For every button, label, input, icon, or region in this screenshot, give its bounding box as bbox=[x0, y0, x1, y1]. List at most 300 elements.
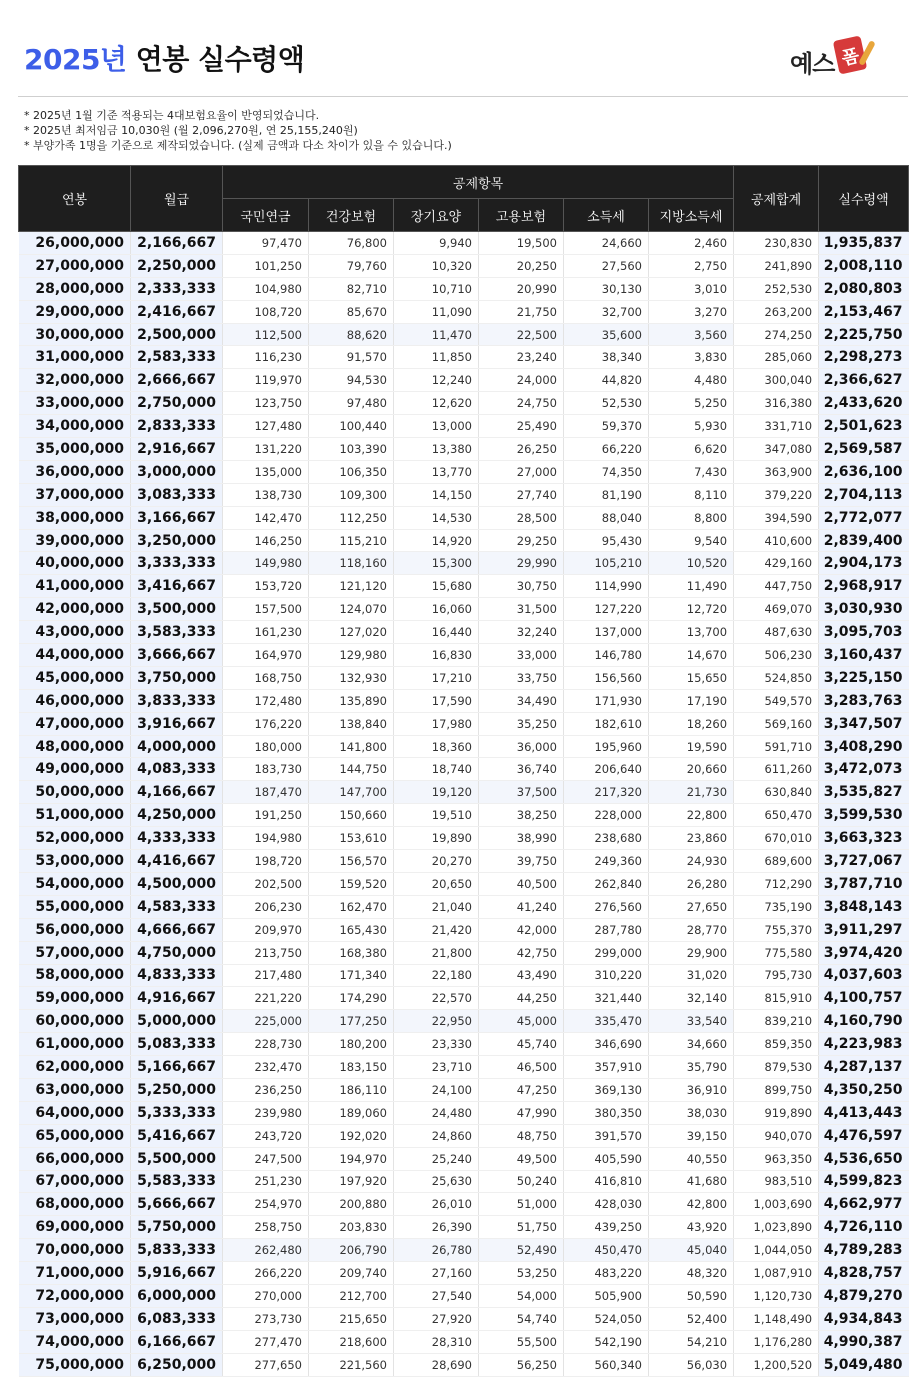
longterm-cell: 10,710 bbox=[394, 277, 479, 300]
total-deduction-cell: 429,160 bbox=[734, 552, 819, 575]
employment-cell: 47,250 bbox=[479, 1078, 564, 1101]
header-monthly: 월급 bbox=[131, 166, 223, 232]
table-row bbox=[19, 1033, 909, 1056]
annual-salary-cell: 75,000,000 bbox=[19, 1353, 131, 1376]
net-pay-cell: 5,049,480 bbox=[819, 1353, 909, 1376]
longterm-cell: 19,890 bbox=[394, 827, 479, 850]
pension-cell: 142,470 bbox=[223, 506, 309, 529]
longterm-cell: 21,420 bbox=[394, 918, 479, 941]
annual-salary-cell: 44,000,000 bbox=[19, 644, 131, 667]
notes bbox=[24, 108, 452, 153]
annual-salary-cell: 26,000,000 bbox=[19, 232, 131, 255]
table-row bbox=[19, 529, 909, 552]
employment-cell: 42,750 bbox=[479, 941, 564, 964]
longterm-cell: 26,390 bbox=[394, 1216, 479, 1239]
health-cell: 212,700 bbox=[309, 1284, 394, 1307]
pension-cell: 277,470 bbox=[223, 1330, 309, 1353]
monthly-salary-cell: 5,833,333 bbox=[131, 1239, 223, 1262]
health-cell: 174,290 bbox=[309, 987, 394, 1010]
local-tax-cell: 5,250 bbox=[649, 392, 734, 415]
total-deduction-cell: 569,160 bbox=[734, 712, 819, 735]
pension-cell: 198,720 bbox=[223, 850, 309, 873]
pension-cell: 116,230 bbox=[223, 346, 309, 369]
net-pay-cell: 2,433,620 bbox=[819, 392, 909, 415]
header-employment: 고용보험 bbox=[479, 199, 564, 232]
employment-cell: 47,990 bbox=[479, 1101, 564, 1124]
longterm-cell: 14,530 bbox=[394, 506, 479, 529]
total-deduction-cell: 795,730 bbox=[734, 964, 819, 987]
health-cell: 159,520 bbox=[309, 872, 394, 895]
net-pay-cell: 3,408,290 bbox=[819, 735, 909, 758]
table-row bbox=[19, 460, 909, 483]
pension-cell: 123,750 bbox=[223, 392, 309, 415]
local-tax-cell: 28,770 bbox=[649, 918, 734, 941]
monthly-salary-cell: 3,750,000 bbox=[131, 666, 223, 689]
total-deduction-cell: 712,290 bbox=[734, 872, 819, 895]
header-total: 공제합계 bbox=[734, 166, 819, 232]
monthly-salary-cell: 5,500,000 bbox=[131, 1147, 223, 1170]
salary-table-wrapper bbox=[18, 165, 908, 1377]
annual-salary-cell: 35,000,000 bbox=[19, 438, 131, 461]
pension-cell: 191,250 bbox=[223, 804, 309, 827]
monthly-salary-cell: 6,000,000 bbox=[131, 1284, 223, 1307]
annual-salary-cell: 51,000,000 bbox=[19, 804, 131, 827]
monthly-salary-cell: 4,333,333 bbox=[131, 827, 223, 850]
note-line: * 2025년 1월 기준 적용되는 4대보험요율이 반영되었습니다. bbox=[24, 109, 320, 122]
health-cell: 183,150 bbox=[309, 1056, 394, 1079]
income-tax-cell: 357,910 bbox=[564, 1056, 649, 1079]
longterm-cell: 15,680 bbox=[394, 575, 479, 598]
pension-cell: 247,500 bbox=[223, 1147, 309, 1170]
header-net: 실수령액 bbox=[819, 166, 909, 232]
local-tax-cell: 50,590 bbox=[649, 1284, 734, 1307]
income-tax-cell: 483,220 bbox=[564, 1262, 649, 1285]
health-cell: 109,300 bbox=[309, 483, 394, 506]
income-tax-cell: 217,320 bbox=[564, 781, 649, 804]
employment-cell: 28,500 bbox=[479, 506, 564, 529]
health-cell: 124,070 bbox=[309, 598, 394, 621]
monthly-salary-cell: 5,916,667 bbox=[131, 1262, 223, 1285]
page-header bbox=[0, 0, 924, 96]
health-cell: 76,800 bbox=[309, 232, 394, 255]
monthly-salary-cell: 3,000,000 bbox=[131, 460, 223, 483]
longterm-cell: 27,540 bbox=[394, 1284, 479, 1307]
employment-cell: 20,250 bbox=[479, 254, 564, 277]
local-tax-cell: 17,190 bbox=[649, 689, 734, 712]
employment-cell: 30,750 bbox=[479, 575, 564, 598]
table-row bbox=[19, 552, 909, 575]
health-cell: 144,750 bbox=[309, 758, 394, 781]
table-row bbox=[19, 1056, 909, 1079]
total-deduction-cell: 735,190 bbox=[734, 895, 819, 918]
local-tax-cell: 48,320 bbox=[649, 1262, 734, 1285]
total-deduction-cell: 300,040 bbox=[734, 369, 819, 392]
longterm-cell: 16,830 bbox=[394, 644, 479, 667]
employment-cell: 48,750 bbox=[479, 1124, 564, 1147]
health-cell: 197,920 bbox=[309, 1170, 394, 1193]
local-tax-cell: 3,560 bbox=[649, 323, 734, 346]
longterm-cell: 17,980 bbox=[394, 712, 479, 735]
health-cell: 171,340 bbox=[309, 964, 394, 987]
annual-salary-cell: 43,000,000 bbox=[19, 621, 131, 644]
income-tax-cell: 30,130 bbox=[564, 277, 649, 300]
header-health: 건강보험 bbox=[309, 199, 394, 232]
annual-salary-cell: 39,000,000 bbox=[19, 529, 131, 552]
net-pay-cell: 2,366,627 bbox=[819, 369, 909, 392]
local-tax-cell: 41,680 bbox=[649, 1170, 734, 1193]
table-row bbox=[19, 1147, 909, 1170]
income-tax-cell: 127,220 bbox=[564, 598, 649, 621]
employment-cell: 36,740 bbox=[479, 758, 564, 781]
local-tax-cell: 24,930 bbox=[649, 850, 734, 873]
annual-salary-cell: 61,000,000 bbox=[19, 1033, 131, 1056]
yesform-logo[interactable] bbox=[790, 36, 890, 80]
net-pay-cell: 4,223,983 bbox=[819, 1033, 909, 1056]
pension-cell: 236,250 bbox=[223, 1078, 309, 1101]
table-row bbox=[19, 872, 909, 895]
table-row bbox=[19, 850, 909, 873]
annual-salary-cell: 49,000,000 bbox=[19, 758, 131, 781]
table-row bbox=[19, 1353, 909, 1376]
net-pay-cell: 3,787,710 bbox=[819, 872, 909, 895]
longterm-cell: 19,510 bbox=[394, 804, 479, 827]
income-tax-cell: 505,900 bbox=[564, 1284, 649, 1307]
local-tax-cell: 10,520 bbox=[649, 552, 734, 575]
total-deduction-cell: 879,530 bbox=[734, 1056, 819, 1079]
title-year: 2025년 bbox=[24, 43, 127, 76]
employment-cell: 32,240 bbox=[479, 621, 564, 644]
income-tax-cell: 228,000 bbox=[564, 804, 649, 827]
total-deduction-cell: 447,750 bbox=[734, 575, 819, 598]
longterm-cell: 22,950 bbox=[394, 1010, 479, 1033]
table-row bbox=[19, 827, 909, 850]
health-cell: 82,710 bbox=[309, 277, 394, 300]
monthly-salary-cell: 3,250,000 bbox=[131, 529, 223, 552]
longterm-cell: 27,160 bbox=[394, 1262, 479, 1285]
health-cell: 147,700 bbox=[309, 781, 394, 804]
table-row bbox=[19, 1101, 909, 1124]
pension-cell: 273,730 bbox=[223, 1307, 309, 1330]
monthly-salary-cell: 5,583,333 bbox=[131, 1170, 223, 1193]
net-pay-cell: 2,501,623 bbox=[819, 415, 909, 438]
total-deduction-cell: 363,900 bbox=[734, 460, 819, 483]
longterm-cell: 10,320 bbox=[394, 254, 479, 277]
table-row bbox=[19, 1330, 909, 1353]
health-cell: 132,930 bbox=[309, 666, 394, 689]
health-cell: 97,480 bbox=[309, 392, 394, 415]
local-tax-cell: 8,800 bbox=[649, 506, 734, 529]
monthly-salary-cell: 6,166,667 bbox=[131, 1330, 223, 1353]
net-pay-cell: 2,968,917 bbox=[819, 575, 909, 598]
table-row bbox=[19, 712, 909, 735]
longterm-cell: 24,100 bbox=[394, 1078, 479, 1101]
employment-cell: 46,500 bbox=[479, 1056, 564, 1079]
monthly-salary-cell: 3,083,333 bbox=[131, 483, 223, 506]
net-pay-cell: 3,472,073 bbox=[819, 758, 909, 781]
local-tax-cell: 38,030 bbox=[649, 1101, 734, 1124]
pension-cell: 213,750 bbox=[223, 941, 309, 964]
local-tax-cell: 3,830 bbox=[649, 346, 734, 369]
monthly-salary-cell: 3,333,333 bbox=[131, 552, 223, 575]
pension-cell: 112,500 bbox=[223, 323, 309, 346]
pension-cell: 254,970 bbox=[223, 1193, 309, 1216]
local-tax-cell: 2,460 bbox=[649, 232, 734, 255]
monthly-salary-cell: 6,250,000 bbox=[131, 1353, 223, 1376]
employment-cell: 35,250 bbox=[479, 712, 564, 735]
table-row bbox=[19, 964, 909, 987]
local-tax-cell: 35,790 bbox=[649, 1056, 734, 1079]
longterm-cell: 24,860 bbox=[394, 1124, 479, 1147]
net-pay-cell: 3,974,420 bbox=[819, 941, 909, 964]
longterm-cell: 14,150 bbox=[394, 483, 479, 506]
longterm-cell: 25,240 bbox=[394, 1147, 479, 1170]
income-tax-cell: 428,030 bbox=[564, 1193, 649, 1216]
pension-cell: 172,480 bbox=[223, 689, 309, 712]
employment-cell: 44,250 bbox=[479, 987, 564, 1010]
local-tax-cell: 29,900 bbox=[649, 941, 734, 964]
table-row bbox=[19, 575, 909, 598]
longterm-cell: 16,060 bbox=[394, 598, 479, 621]
health-cell: 85,670 bbox=[309, 300, 394, 323]
pension-cell: 104,980 bbox=[223, 277, 309, 300]
pension-cell: 135,000 bbox=[223, 460, 309, 483]
health-cell: 121,120 bbox=[309, 575, 394, 598]
income-tax-cell: 276,560 bbox=[564, 895, 649, 918]
annual-salary-cell: 67,000,000 bbox=[19, 1170, 131, 1193]
annual-salary-cell: 68,000,000 bbox=[19, 1193, 131, 1216]
table-row bbox=[19, 300, 909, 323]
net-pay-cell: 3,911,297 bbox=[819, 918, 909, 941]
net-pay-cell: 4,726,110 bbox=[819, 1216, 909, 1239]
monthly-salary-cell: 4,750,000 bbox=[131, 941, 223, 964]
table-row bbox=[19, 1010, 909, 1033]
annual-salary-cell: 40,000,000 bbox=[19, 552, 131, 575]
monthly-salary-cell: 2,750,000 bbox=[131, 392, 223, 415]
total-deduction-cell: 331,710 bbox=[734, 415, 819, 438]
employment-cell: 45,740 bbox=[479, 1033, 564, 1056]
net-pay-cell: 4,828,757 bbox=[819, 1262, 909, 1285]
annual-salary-cell: 34,000,000 bbox=[19, 415, 131, 438]
income-tax-cell: 27,560 bbox=[564, 254, 649, 277]
net-pay-cell: 3,663,323 bbox=[819, 827, 909, 850]
monthly-salary-cell: 2,833,333 bbox=[131, 415, 223, 438]
monthly-salary-cell: 4,166,667 bbox=[131, 781, 223, 804]
monthly-salary-cell: 4,000,000 bbox=[131, 735, 223, 758]
monthly-salary-cell: 3,416,667 bbox=[131, 575, 223, 598]
local-tax-cell: 32,140 bbox=[649, 987, 734, 1010]
annual-salary-cell: 33,000,000 bbox=[19, 392, 131, 415]
longterm-cell: 18,360 bbox=[394, 735, 479, 758]
total-deduction-cell: 859,350 bbox=[734, 1033, 819, 1056]
table-row bbox=[19, 941, 909, 964]
local-tax-cell: 18,260 bbox=[649, 712, 734, 735]
table-row bbox=[19, 621, 909, 644]
salary-table-body bbox=[19, 232, 909, 1377]
header-divider bbox=[18, 96, 908, 97]
total-deduction-cell: 379,220 bbox=[734, 483, 819, 506]
health-cell: 221,560 bbox=[309, 1353, 394, 1376]
income-tax-cell: 171,930 bbox=[564, 689, 649, 712]
pension-cell: 270,000 bbox=[223, 1284, 309, 1307]
income-tax-cell: 321,440 bbox=[564, 987, 649, 1010]
annual-salary-cell: 70,000,000 bbox=[19, 1239, 131, 1262]
health-cell: 115,210 bbox=[309, 529, 394, 552]
health-cell: 129,980 bbox=[309, 644, 394, 667]
income-tax-cell: 195,960 bbox=[564, 735, 649, 758]
annual-salary-cell: 30,000,000 bbox=[19, 323, 131, 346]
health-cell: 194,970 bbox=[309, 1147, 394, 1170]
monthly-salary-cell: 2,333,333 bbox=[131, 277, 223, 300]
monthly-salary-cell: 3,833,333 bbox=[131, 689, 223, 712]
annual-salary-cell: 48,000,000 bbox=[19, 735, 131, 758]
local-tax-cell: 23,860 bbox=[649, 827, 734, 850]
table-row bbox=[19, 644, 909, 667]
annual-salary-cell: 36,000,000 bbox=[19, 460, 131, 483]
employment-cell: 19,500 bbox=[479, 232, 564, 255]
monthly-salary-cell: 4,666,667 bbox=[131, 918, 223, 941]
net-pay-cell: 4,990,387 bbox=[819, 1330, 909, 1353]
net-pay-cell: 2,298,273 bbox=[819, 346, 909, 369]
monthly-salary-cell: 2,583,333 bbox=[131, 346, 223, 369]
income-tax-cell: 74,350 bbox=[564, 460, 649, 483]
income-tax-cell: 114,990 bbox=[564, 575, 649, 598]
local-tax-cell: 6,620 bbox=[649, 438, 734, 461]
employment-cell: 24,000 bbox=[479, 369, 564, 392]
local-tax-cell: 54,210 bbox=[649, 1330, 734, 1353]
net-pay-cell: 3,030,930 bbox=[819, 598, 909, 621]
pension-cell: 97,470 bbox=[223, 232, 309, 255]
pension-cell: 277,650 bbox=[223, 1353, 309, 1376]
local-tax-cell: 8,110 bbox=[649, 483, 734, 506]
pension-cell: 138,730 bbox=[223, 483, 309, 506]
monthly-salary-cell: 4,916,667 bbox=[131, 987, 223, 1010]
employment-cell: 37,500 bbox=[479, 781, 564, 804]
table-row bbox=[19, 781, 909, 804]
health-cell: 165,430 bbox=[309, 918, 394, 941]
income-tax-cell: 81,190 bbox=[564, 483, 649, 506]
annual-salary-cell: 63,000,000 bbox=[19, 1078, 131, 1101]
header-longterm: 장기요양 bbox=[394, 199, 479, 232]
annual-salary-cell: 53,000,000 bbox=[19, 850, 131, 873]
total-deduction-cell: 316,380 bbox=[734, 392, 819, 415]
employment-cell: 45,000 bbox=[479, 1010, 564, 1033]
net-pay-cell: 4,662,977 bbox=[819, 1193, 909, 1216]
income-tax-cell: 450,470 bbox=[564, 1239, 649, 1262]
local-tax-cell: 22,800 bbox=[649, 804, 734, 827]
salary-table bbox=[18, 165, 909, 1377]
total-deduction-cell: 963,350 bbox=[734, 1147, 819, 1170]
longterm-cell: 26,010 bbox=[394, 1193, 479, 1216]
monthly-salary-cell: 6,083,333 bbox=[131, 1307, 223, 1330]
monthly-salary-cell: 2,250,000 bbox=[131, 254, 223, 277]
income-tax-cell: 105,210 bbox=[564, 552, 649, 575]
header-pension: 국민연금 bbox=[223, 199, 309, 232]
pension-cell: 164,970 bbox=[223, 644, 309, 667]
local-tax-cell: 14,670 bbox=[649, 644, 734, 667]
longterm-cell: 13,770 bbox=[394, 460, 479, 483]
health-cell: 168,380 bbox=[309, 941, 394, 964]
net-pay-cell: 1,935,837 bbox=[819, 232, 909, 255]
net-pay-cell: 4,037,603 bbox=[819, 964, 909, 987]
net-pay-cell: 4,476,597 bbox=[819, 1124, 909, 1147]
monthly-salary-cell: 3,500,000 bbox=[131, 598, 223, 621]
income-tax-cell: 38,340 bbox=[564, 346, 649, 369]
total-deduction-cell: 1,044,050 bbox=[734, 1239, 819, 1262]
longterm-cell: 13,380 bbox=[394, 438, 479, 461]
table-row bbox=[19, 598, 909, 621]
longterm-cell: 22,180 bbox=[394, 964, 479, 987]
pension-cell: 228,730 bbox=[223, 1033, 309, 1056]
local-tax-cell: 42,800 bbox=[649, 1193, 734, 1216]
pension-cell: 127,480 bbox=[223, 415, 309, 438]
total-deduction-cell: 263,200 bbox=[734, 300, 819, 323]
longterm-cell: 28,310 bbox=[394, 1330, 479, 1353]
monthly-salary-cell: 4,583,333 bbox=[131, 895, 223, 918]
total-deduction-cell: 252,530 bbox=[734, 277, 819, 300]
monthly-salary-cell: 5,083,333 bbox=[131, 1033, 223, 1056]
total-deduction-cell: 1,200,520 bbox=[734, 1353, 819, 1376]
net-pay-cell: 4,879,270 bbox=[819, 1284, 909, 1307]
health-cell: 156,570 bbox=[309, 850, 394, 873]
monthly-salary-cell: 2,666,667 bbox=[131, 369, 223, 392]
monthly-salary-cell: 4,250,000 bbox=[131, 804, 223, 827]
net-pay-cell: 4,599,823 bbox=[819, 1170, 909, 1193]
local-tax-cell: 11,490 bbox=[649, 575, 734, 598]
net-pay-cell: 2,569,587 bbox=[819, 438, 909, 461]
employment-cell: 38,250 bbox=[479, 804, 564, 827]
pension-cell: 266,220 bbox=[223, 1262, 309, 1285]
annual-salary-cell: 71,000,000 bbox=[19, 1262, 131, 1285]
total-deduction-cell: 983,510 bbox=[734, 1170, 819, 1193]
longterm-cell: 14,920 bbox=[394, 529, 479, 552]
pension-cell: 251,230 bbox=[223, 1170, 309, 1193]
employment-cell: 36,000 bbox=[479, 735, 564, 758]
pension-cell: 149,980 bbox=[223, 552, 309, 575]
longterm-cell: 11,090 bbox=[394, 300, 479, 323]
table-row bbox=[19, 254, 909, 277]
total-deduction-cell: 630,840 bbox=[734, 781, 819, 804]
local-tax-cell: 43,920 bbox=[649, 1216, 734, 1239]
local-tax-cell: 31,020 bbox=[649, 964, 734, 987]
net-pay-cell: 2,904,173 bbox=[819, 552, 909, 575]
income-tax-cell: 560,340 bbox=[564, 1353, 649, 1376]
total-deduction-cell: 611,260 bbox=[734, 758, 819, 781]
monthly-salary-cell: 2,500,000 bbox=[131, 323, 223, 346]
employment-cell: 23,240 bbox=[479, 346, 564, 369]
total-deduction-cell: 1,148,490 bbox=[734, 1307, 819, 1330]
health-cell: 127,020 bbox=[309, 621, 394, 644]
health-cell: 209,740 bbox=[309, 1262, 394, 1285]
total-deduction-cell: 775,580 bbox=[734, 941, 819, 964]
local-tax-cell: 33,540 bbox=[649, 1010, 734, 1033]
pension-cell: 108,720 bbox=[223, 300, 309, 323]
health-cell: 141,800 bbox=[309, 735, 394, 758]
table-row bbox=[19, 758, 909, 781]
health-cell: 203,830 bbox=[309, 1216, 394, 1239]
income-tax-cell: 137,000 bbox=[564, 621, 649, 644]
longterm-cell: 24,480 bbox=[394, 1101, 479, 1124]
annual-salary-cell: 60,000,000 bbox=[19, 1010, 131, 1033]
table-row bbox=[19, 392, 909, 415]
total-deduction-cell: 394,590 bbox=[734, 506, 819, 529]
pension-cell: 232,470 bbox=[223, 1056, 309, 1079]
pension-cell: 101,250 bbox=[223, 254, 309, 277]
employment-cell: 25,490 bbox=[479, 415, 564, 438]
annual-salary-cell: 54,000,000 bbox=[19, 872, 131, 895]
employment-cell: 53,250 bbox=[479, 1262, 564, 1285]
local-tax-cell: 12,720 bbox=[649, 598, 734, 621]
annual-salary-cell: 59,000,000 bbox=[19, 987, 131, 1010]
